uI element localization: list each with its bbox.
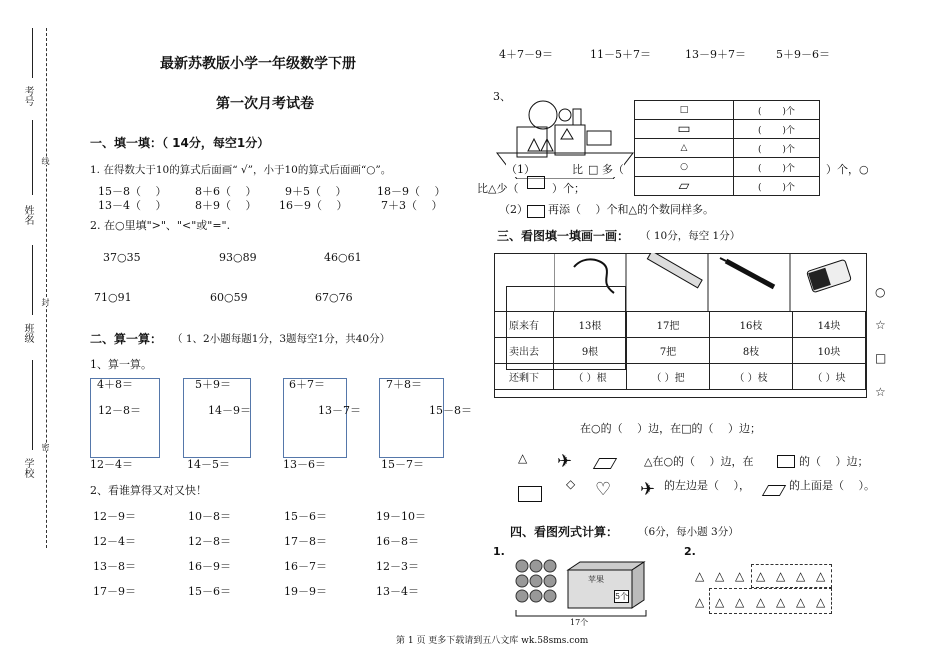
speed-calc-item: 13－8＝ (93, 560, 136, 573)
row-label: 原来有 (495, 312, 554, 338)
q3a-4: ）个，○ (826, 163, 869, 176)
cell: 7把 (627, 338, 710, 364)
speed-calc-item: 17－9＝ (93, 585, 136, 598)
speed-calc-item: 10－8＝ (188, 510, 231, 523)
q2-item: 46○61 (324, 251, 362, 264)
cell: 9根 (554, 338, 627, 364)
sec4-note: （6分，每小题 3分） (638, 526, 739, 538)
sec4-title: 四、看图列式计算： (510, 525, 619, 539)
top-calc: 4＋7－9＝ (499, 48, 553, 61)
calc-top: 5＋9＝ (195, 378, 231, 391)
count-cell: ( )个 (734, 177, 820, 196)
xuexiao-underline (32, 360, 33, 450)
apple-box (568, 562, 644, 608)
speed-calc-item: 15－6＝ (188, 585, 231, 598)
parallelogram-icon (593, 458, 617, 469)
triangle-icon: △ (518, 451, 528, 465)
calc-mid: 13－7＝ (318, 404, 361, 417)
q3b-2: 再添（ ）个和△的个数同样多。 (548, 203, 714, 216)
cell: 10块 (793, 338, 866, 364)
speed-calc-item: 12－9＝ (93, 510, 136, 523)
shape-cell: ▭ (635, 120, 734, 139)
kaohao-underline (32, 28, 33, 78)
page-subtitle: 第一次月考试卷 (216, 96, 314, 112)
count-cell: ( )个 (734, 139, 820, 158)
q3b-1: （2） (499, 203, 528, 216)
position-q3a: 的左边是（ ）， (664, 479, 750, 492)
triangle-icon: △ (735, 595, 745, 609)
row-label: 还剩下 (495, 364, 554, 390)
speed-calc-item: 15－6＝ (284, 510, 327, 523)
sec2-title: 二、算一算： (90, 332, 163, 346)
cell: 14块 (793, 312, 866, 338)
boat-circle-small (559, 109, 571, 121)
banji-label: 班级 (22, 323, 33, 343)
xuexiao-label: 学校 (22, 458, 33, 478)
dashed-group-2 (709, 588, 832, 614)
calc-bot: 12－4＝ (90, 458, 133, 471)
q1-item: 13－4（ ） (98, 199, 167, 212)
q3a-6: ）个； (552, 182, 585, 195)
calc-mid: 14－9＝ (208, 404, 251, 417)
top-calc: 11－5＋7＝ (590, 48, 651, 61)
triangle-icon: △ (796, 569, 806, 583)
cell: 17把 (627, 312, 710, 338)
cell: （ ）根 (554, 364, 627, 390)
sec2-q1: 1、算一算。 (90, 358, 152, 371)
speed-calc-item: 17－8＝ (284, 535, 327, 548)
sec2-q2: 2、看谁算得又对又快！ (90, 484, 207, 497)
page-footer: 第 1 页 更多下载请到五八文库 wk.58sms.com (396, 636, 589, 646)
heart-icon: ♡ (595, 479, 612, 500)
q1-item: 15－8（ ） (98, 185, 167, 198)
sec1-q2: 2. 在○里填">"、"<"或"=". (90, 219, 231, 232)
count-cell: ( )个 (734, 158, 820, 177)
q2-item: 93○89 (219, 251, 257, 264)
boat-circle (529, 101, 557, 129)
speed-calc-item: 16－7＝ (284, 560, 327, 573)
side-shape: ☆ (875, 385, 886, 399)
total-label: 17个 (570, 618, 589, 627)
shape-count-table (634, 100, 820, 196)
box-label: 苹果 (588, 575, 604, 584)
speed-calc-item: 12－3＝ (376, 560, 419, 573)
triangle-icon: △ (735, 569, 745, 583)
rectangle-icon (518, 486, 542, 502)
triangle-icon: △ (756, 569, 766, 583)
triangle-icon: △ (816, 569, 826, 583)
kaohao-label: 考号 (22, 86, 33, 106)
diamond-icon: ◇ (566, 477, 576, 491)
total-bracket (516, 610, 646, 616)
overlay-box (506, 286, 626, 370)
triangle-icon: △ (695, 595, 705, 609)
boat-triangle (528, 139, 540, 151)
sec4-n2: 2. (684, 545, 696, 558)
airplane-icon: ✈ (557, 451, 573, 472)
speed-calc-item: 16－8＝ (376, 535, 419, 548)
q1-item: 7＋3（ ） (381, 199, 443, 212)
cell: （ ）枝 (710, 364, 793, 390)
q2-item: 60○59 (210, 291, 248, 304)
side-shape: ☆ (875, 318, 886, 332)
triangle-icon: △ (715, 569, 725, 583)
calc-bot: 13－6＝ (283, 458, 326, 471)
row-label: 卖出去 (495, 338, 554, 364)
feng-label: 封 (41, 298, 50, 306)
count-cell: ( )个 (734, 120, 820, 139)
position-q3b: 的上面是（ ）。 (789, 479, 875, 492)
q1-item: 16－9（ ） (279, 199, 348, 212)
boat-square (555, 125, 585, 155)
sec3-title: 三、看图填一填画一画： (497, 229, 630, 243)
speed-calc-item: 19－10＝ (376, 510, 426, 523)
blank-rect-icon (527, 176, 545, 189)
calc-top: 6＋7＝ (289, 378, 325, 391)
dashed-group-1 (751, 564, 832, 588)
position-q1: 在○的（ ）边，在□的（ ）边； (580, 422, 761, 435)
sec3-note: （ 10分，每空 1分） (640, 230, 741, 242)
triangle-icon: △ (776, 595, 786, 609)
speed-calc-item: 13－4＝ (376, 585, 419, 598)
pencil-icon (720, 258, 774, 287)
calc-top: 7＋8＝ (386, 378, 422, 391)
cell: （ ）块 (793, 364, 866, 390)
eraser-icon (807, 259, 852, 292)
speed-calc-item: 16－9＝ (188, 560, 231, 573)
q3a-1: （1） (506, 163, 535, 176)
cell: （ ）把 (627, 364, 710, 390)
binding-line (46, 28, 47, 548)
side-shape: ○ (875, 285, 886, 299)
apple-group (516, 560, 556, 602)
calc-mid: 15－8＝ (429, 404, 472, 417)
sec2-note: （ 1、2小题每题1分，3题每空1分，共40分） (172, 333, 391, 345)
sec4-n1: 1. (493, 545, 505, 558)
position-q2b: 的（ ）边； (799, 455, 869, 468)
shape-cell: ▱ (635, 177, 734, 196)
sec1-title: 一、填一填：（ 14分，每空1分） (90, 136, 270, 150)
count-cell: ( )个 (734, 101, 820, 120)
mi-label: 密 (41, 443, 50, 451)
triangle-icon: △ (715, 595, 725, 609)
q3a-2: 比 (572, 163, 583, 176)
square-blank-icon (777, 455, 795, 468)
airplane-icon: ✈ (640, 479, 656, 500)
calc-bot: 14－5＝ (187, 458, 230, 471)
page-title: 最新苏教版小学一年级数学下册 (160, 56, 356, 72)
q1-item: 9＋5（ ） (285, 185, 347, 198)
side-shape: □ (875, 351, 887, 365)
parallelogram-icon (762, 485, 786, 496)
position-q2a: △在○的（ ）边，在 (644, 455, 754, 468)
xian-label: 线 (41, 157, 50, 165)
q3-label: 3、 (493, 90, 511, 103)
boat-triangle (561, 129, 573, 139)
blank-rect-icon (527, 205, 545, 218)
top-calc: 5＋9－6＝ (776, 48, 830, 61)
shape-cell: △ (635, 139, 734, 158)
q3a-5: 比△少（ (477, 182, 519, 195)
box-count: 5个 (615, 592, 629, 601)
ruler-icon (647, 253, 702, 288)
calc-bot: 15－7＝ (381, 458, 424, 471)
q2-item: 37○35 (103, 251, 141, 264)
q2-item: 67○76 (315, 291, 353, 304)
q1-item: 18－9（ ） (377, 185, 446, 198)
sec1-q1: 1. 在得数大于10的算式后面画“ √”，小于10的算式后面画“○”。 (90, 164, 392, 176)
xingming-underline (32, 120, 33, 195)
top-calc: 13－9＋7＝ (685, 48, 746, 61)
shape-cell: ○ (635, 158, 734, 177)
xingming-label: 姓名 (22, 205, 33, 225)
triangle-icon: △ (816, 595, 826, 609)
cell: 8枝 (710, 338, 793, 364)
boat-chimney (573, 109, 581, 125)
q1-item: 8＋9（ ） (195, 199, 257, 212)
triangle-icon: △ (695, 569, 705, 583)
calc-mid: 12－8＝ (98, 404, 141, 417)
banji-underline (32, 245, 33, 315)
speed-calc-item: 12－8＝ (188, 535, 231, 548)
cell: 16枝 (710, 312, 793, 338)
speed-calc-item: 12－4＝ (93, 535, 136, 548)
shape-cell: □ (635, 101, 734, 120)
cell: 13根 (554, 312, 627, 338)
q1-item: 8＋6（ ） (195, 185, 257, 198)
triangle-icon: △ (776, 569, 786, 583)
q3a-3: □ 多（ (588, 163, 624, 176)
triangle-icon: △ (756, 595, 766, 609)
calc-top: 4＋8＝ (97, 378, 133, 391)
boat-cabin (587, 131, 611, 145)
triangle-icon: △ (796, 595, 806, 609)
q2-item: 71○91 (94, 291, 132, 304)
speed-calc-item: 19－9＝ (284, 585, 327, 598)
